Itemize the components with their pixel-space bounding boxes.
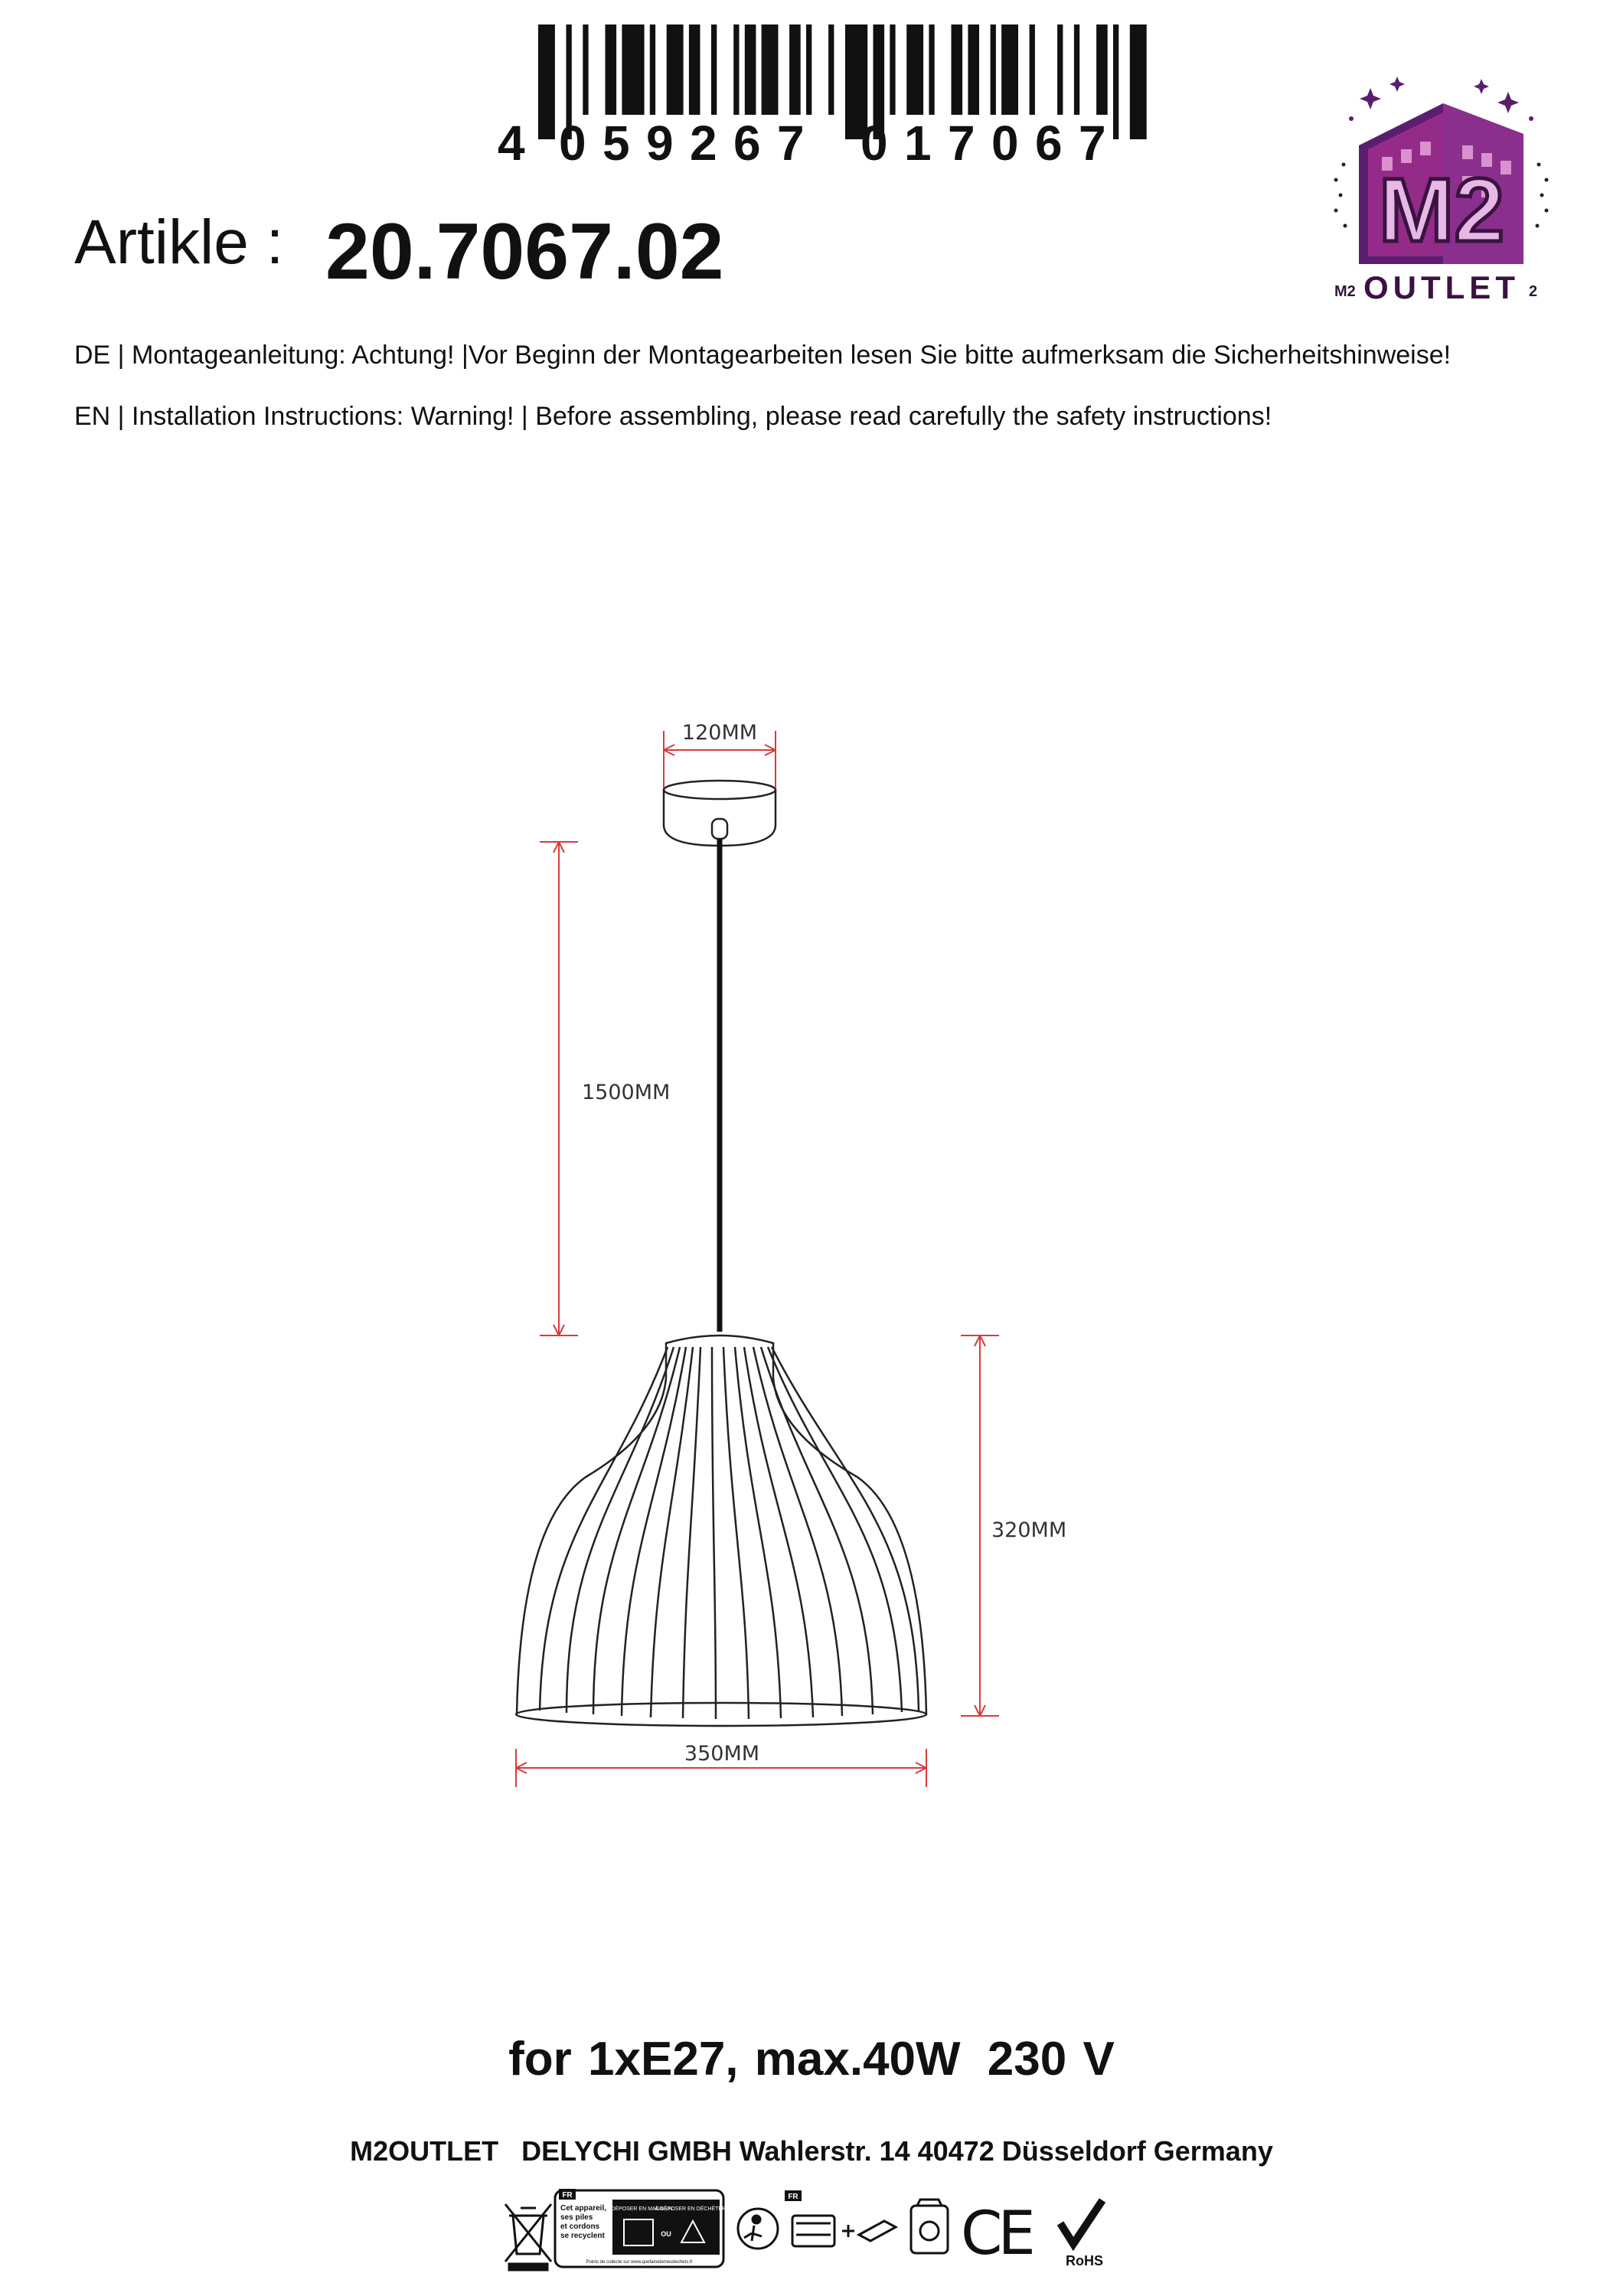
logo-mark: M2 [1379,160,1504,261]
barcode-digit: 2 [690,116,717,171]
triman-recycling-panel [555,2189,731,2267]
weee-bin-icon [505,2204,551,2270]
ceiling-canopy [664,781,776,846]
barcode-digit: 0 [559,116,586,171]
barcode-digit: 5 [603,116,630,171]
logo-small-right: 2 [1529,283,1538,300]
triman-line-1: Cet appareil, [560,2204,607,2213]
company-address: M2OUTLET DELYCHI GMBH Wahlerstr. 14 40472 Düsseldorf Germany [350,2135,1273,2167]
power-rating [0,2032,1623,2086]
pack-fr-label: FR [788,2193,798,2201]
barcode-digit: 9 [646,116,674,171]
barcode-digit: 6 [733,116,761,171]
instruction-en: EN | Installation Instructions: Warning! | Before assembling, please read carefully the safety instructions! [74,402,1272,431]
barcode-digit: 0 [860,116,888,171]
packaging-sorting-panel [785,2190,948,2253]
triman-line-4: se recyclent [560,2232,605,2240]
triman-or-label: OU [661,2230,671,2238]
canopy-width-label: 120MM [681,721,758,745]
barcode-digit: 4 [498,116,525,171]
bulb-spec: for 1xE27, max.40W [508,2033,961,2086]
triman-shop-label: À DÉPOSER EN MAGASIN [606,2206,673,2212]
lamp-shade [516,1336,926,1726]
article-label: Artikle : [74,207,284,277]
certification-marks [498,2189,1125,2273]
shade-width-label: 350MM [684,1742,760,1766]
logo-small-left: M2 [1334,283,1356,300]
barcode-digit: 7 [948,116,975,171]
article-number: 20.7067.02 [325,207,724,296]
triman-line-2: ses piles [560,2213,593,2222]
voltage: 230 V [987,2033,1115,2086]
ce-mark: CE [961,2200,1031,2268]
barcode-digit: 6 [1035,116,1063,171]
barcode-digit: 7 [1079,116,1106,171]
rohs-label: RoHS [1066,2253,1103,2268]
logo-wordmark: OUTLET [1363,269,1520,305]
shade-height-label: 320MM [991,1518,1067,1542]
rohs-icon [1060,2200,1103,2268]
cable-length-label: 1500MM [582,1081,671,1104]
instruction-de: DE | Montageanleitung: Achtung! |Vor Beginn der Montagearbeiten lesen Sie bitte aufmerksam die Sicherheitshinweise! [74,341,1452,370]
triman-footnote: Points de collecte sur www.quefairedemesdechets.fr [586,2260,693,2265]
triman-icon [738,2209,778,2249]
triman-line-3: et cordons [560,2223,600,2231]
barcode-digit: 1 [904,116,932,171]
barcode-digit: 7 [777,116,805,171]
barcode-digit: 0 [991,116,1019,171]
triman-fr-label: FR [562,2191,573,2200]
triman-dump-label: À DÉPOSER EN DÉCHÈTERIE [655,2206,731,2212]
